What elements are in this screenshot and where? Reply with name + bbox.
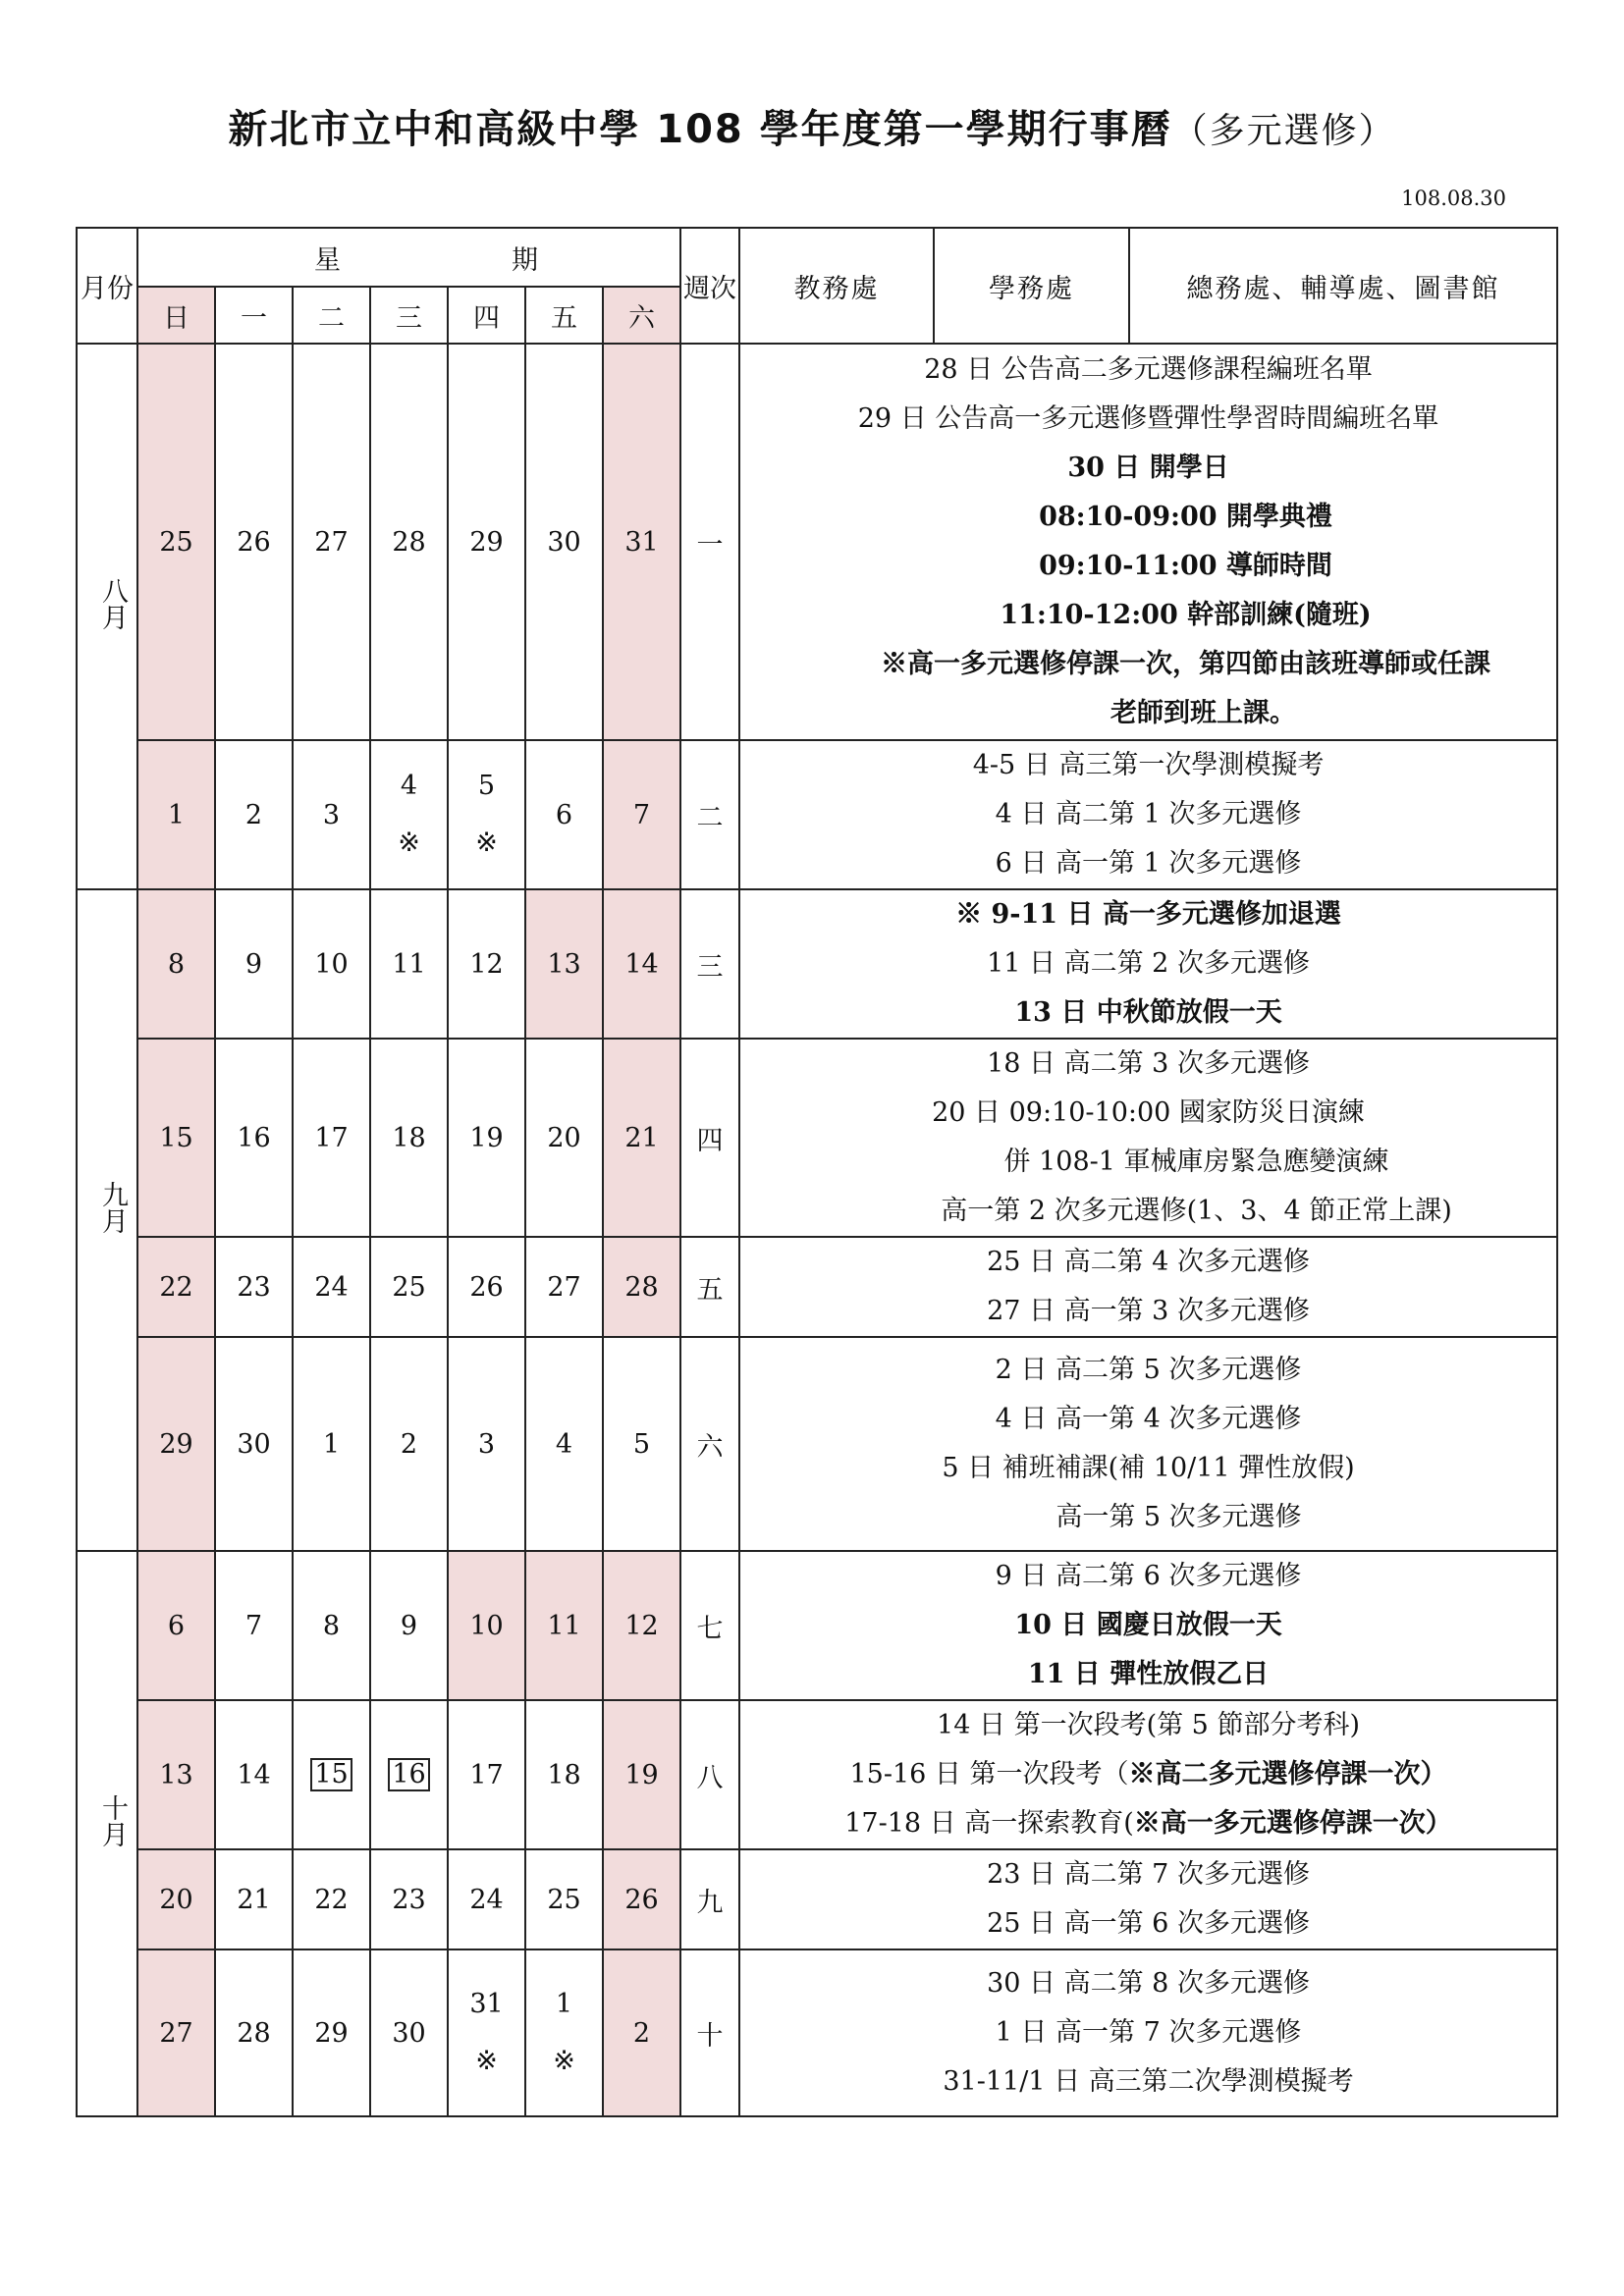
events-cell <box>739 1237 1557 1337</box>
day-cell: 25 <box>370 1237 448 1337</box>
day-cell: 17 <box>293 1039 370 1237</box>
event-line: 5 日 補班補課(補 10/11 彈性放假) <box>942 1453 1355 1483</box>
day-header-tue: 二 <box>293 287 370 344</box>
event-line: 30 日 開學日 <box>1067 453 1229 483</box>
event-line: 15-16 日 第一次段考（※高二多元選修停課一次） <box>849 1759 1447 1789</box>
day-cell: 14 <box>215 1700 293 1849</box>
reference-mark: ※ <box>398 828 420 858</box>
day-cell-marked: 1 ※ <box>525 1949 603 2116</box>
day-cell: 30 <box>370 1949 448 2116</box>
day-cell: 27 <box>293 344 370 740</box>
reference-mark: ※ <box>475 2046 498 2076</box>
week-row-9 <box>77 1849 1557 1949</box>
event-line: 31-11/1 日 高三第二次學測模擬考 <box>943 2066 1354 2097</box>
event-line: 25 日 高二第 4 次多元選修 <box>987 1247 1310 1277</box>
event-line: 30 日 高二第 8 次多元選修 <box>987 1968 1310 1999</box>
day-cell: 5 <box>603 1337 680 1551</box>
day-cell: 11 <box>370 889 448 1039</box>
week-row-6 <box>77 1337 1557 1551</box>
week-number: 五 <box>680 1237 739 1337</box>
day-cell: 30 <box>215 1337 293 1551</box>
day-header-sun: 日 <box>137 287 215 344</box>
event-line: 老師到班上課。 <box>1110 698 1297 728</box>
day-cell: 13 <box>525 889 603 1039</box>
event-line: 18 日 高二第 3 次多元選修 <box>987 1048 1310 1079</box>
day-cell: 26 <box>603 1849 680 1949</box>
event-line: 2 日 高二第 5 次多元選修 <box>995 1355 1302 1385</box>
day-cell: 22 <box>293 1849 370 1949</box>
title-subtitle: （多元選修） <box>1171 111 1396 151</box>
event-line: 23 日 高二第 7 次多元選修 <box>987 1859 1310 1890</box>
weekday-header-right: 期 <box>370 228 680 287</box>
day-cell: 12 <box>603 1551 680 1700</box>
exam-day-box: 16 <box>388 1758 429 1791</box>
day-cell: 29 <box>137 1337 215 1551</box>
day-cell: 20 <box>525 1039 603 1237</box>
day-cell: 13 <box>137 1700 215 1849</box>
week-row-5 <box>77 1237 1557 1337</box>
event-line: 29 日 公告高一多元選修暨彈性學習時間編班名單 <box>857 403 1439 434</box>
day-cell: 22 <box>137 1237 215 1337</box>
day-cell: 19 <box>448 1039 525 1237</box>
day-cell: 7 <box>603 740 680 889</box>
calendar-table <box>76 227 1558 2117</box>
day-cell: 21 <box>215 1849 293 1949</box>
day-cell: 26 <box>215 344 293 740</box>
day-cell: 15 <box>137 1039 215 1237</box>
day-header-thu: 四 <box>448 287 525 344</box>
event-line: 高一第 2 次多元選修(1、3、4 節正常上課) <box>941 1196 1452 1226</box>
week-header: 週次 <box>680 228 739 344</box>
event-line: 11 日 高二第 2 次多元選修 <box>987 948 1310 979</box>
day-cell: 28 <box>370 344 448 740</box>
event-line: 併 108-1 軍械庫房緊急應變演練 <box>1003 1147 1389 1177</box>
weekday-header-left: 星 <box>137 228 370 287</box>
day-cell: 9 <box>370 1551 448 1700</box>
week-row-4 <box>77 1039 1557 1237</box>
day-cell: 25 <box>137 344 215 740</box>
day-cell: 4 <box>525 1337 603 1551</box>
week-number: 六 <box>680 1337 739 1551</box>
day-cell: 24 <box>448 1849 525 1949</box>
week-row-10 <box>77 1949 1557 2116</box>
week-number: 九 <box>680 1849 739 1949</box>
event-line: ※高一多元選修停課一次，第四節由該班導師或任課 <box>881 649 1491 679</box>
day-cell: 23 <box>370 1849 448 1949</box>
event-line: 09:10-11:00 導師時間 <box>1039 551 1332 581</box>
event-line: ※ 9-11 日 高一多元選修加退選 <box>955 899 1341 930</box>
event-line: 13 日 中秋節放假一天 <box>1014 997 1282 1028</box>
month-label-sep: 九月 <box>77 889 137 1551</box>
week-row-3 <box>77 889 1557 1039</box>
event-line: 1 日 高一第 7 次多元選修 <box>995 2017 1302 2048</box>
event-line: 4 日 高二第 1 次多元選修 <box>995 799 1302 829</box>
week-number: 十 <box>680 1949 739 2116</box>
events-cell <box>739 1551 1557 1700</box>
events-cell <box>739 1849 1557 1949</box>
week-row-8 <box>77 1700 1557 1849</box>
event-line: 20 日 09:10-10:00 國家防災日演練 <box>932 1097 1365 1128</box>
event-line: 9 日 高二第 6 次多元選修 <box>995 1561 1302 1591</box>
day-cell: 1 <box>137 740 215 889</box>
event-line: 25 日 高一第 6 次多元選修 <box>987 1908 1310 1939</box>
day-cell: 26 <box>448 1237 525 1337</box>
header-row-1 <box>77 228 1557 287</box>
week-row-2 <box>77 740 1557 889</box>
day-cell: 8 <box>137 889 215 1039</box>
day-cell: 28 <box>215 1949 293 2116</box>
day-cell: 2 <box>215 740 293 889</box>
week-number: 三 <box>680 889 739 1039</box>
day-cell: 19 <box>603 1700 680 1849</box>
day-cell-exam <box>293 1700 370 1849</box>
day-cell: 9 <box>215 889 293 1039</box>
day-cell: 29 <box>293 1949 370 2116</box>
day-cell: 12 <box>448 889 525 1039</box>
student-affairs-header: 學務處 <box>934 228 1129 344</box>
day-cell: 3 <box>293 740 370 889</box>
day-cell: 30 <box>525 344 603 740</box>
event-line: 11:10-12:00 幹部訓練(隨班) <box>1000 600 1372 630</box>
event-line: 4-5 日 高三第一次學測模擬考 <box>972 750 1325 780</box>
day-cell: 23 <box>215 1237 293 1337</box>
day-cell: 27 <box>137 1949 215 2116</box>
event-line: 08:10-09:00 開學典禮 <box>1039 502 1332 532</box>
academic-affairs-header: 教務處 <box>739 228 934 344</box>
day-cell: 18 <box>370 1039 448 1237</box>
month-label-oct: 十月 <box>77 1551 137 2116</box>
event-line: 27 日 高一第 3 次多元選修 <box>987 1296 1310 1326</box>
page-title <box>0 98 1624 154</box>
event-line: 17-18 日 高一探索教育(※高一多元選修停課一次） <box>844 1808 1452 1839</box>
reference-mark: ※ <box>475 828 498 858</box>
event-line: 6 日 高一第 1 次多元選修 <box>995 848 1302 879</box>
day-cell: 14 <box>603 889 680 1039</box>
day-cell-marked: 5 ※ <box>448 740 525 889</box>
day-cell: 27 <box>525 1237 603 1337</box>
events-cell <box>739 344 1557 740</box>
week-number: 一 <box>680 344 739 740</box>
event-line: 28 日 公告高二多元選修課程編班名單 <box>924 354 1373 385</box>
week-row-7 <box>77 1551 1557 1700</box>
day-header-wed: 三 <box>370 287 448 344</box>
day-header-sat: 六 <box>603 287 680 344</box>
events-cell <box>739 889 1557 1039</box>
day-cell: 21 <box>603 1039 680 1237</box>
day-cell: 6 <box>525 740 603 889</box>
title-main: 新北市立中和高級中學 108 學年度第一學期行事曆 <box>228 107 1172 152</box>
events-cell <box>739 1039 1557 1237</box>
week-number: 八 <box>680 1700 739 1849</box>
day-cell: 29 <box>448 344 525 740</box>
day-cell: 2 <box>370 1337 448 1551</box>
day-cell: 20 <box>137 1849 215 1949</box>
event-line: 14 日 第一次段考(第 5 節部分考科) <box>937 1710 1360 1740</box>
day-header-fri: 五 <box>525 287 603 344</box>
day-cell-exam <box>370 1700 448 1849</box>
events-cell <box>739 740 1557 889</box>
day-cell: 18 <box>525 1700 603 1849</box>
exam-day-box: 15 <box>310 1758 352 1791</box>
day-cell: 31 <box>603 344 680 740</box>
day-cell-marked: 4 ※ <box>370 740 448 889</box>
reference-mark: ※ <box>553 2046 575 2076</box>
week-number: 二 <box>680 740 739 889</box>
day-cell: 17 <box>448 1700 525 1849</box>
event-line: 4 日 高一第 4 次多元選修 <box>995 1404 1302 1434</box>
events-cell <box>739 1949 1557 2116</box>
event-line: 10 日 國慶日放假一天 <box>1014 1610 1282 1640</box>
day-header-mon: 一 <box>215 287 293 344</box>
general-affairs-header: 總務處、輔導處、圖書館 <box>1129 228 1557 344</box>
month-header: 月份 <box>77 228 137 344</box>
week-number: 七 <box>680 1551 739 1700</box>
week-row-1 <box>77 344 1557 740</box>
day-cell: 16 <box>215 1039 293 1237</box>
day-cell: 11 <box>525 1551 603 1700</box>
day-cell: 1 <box>293 1337 370 1551</box>
document-date: 108.08.30 <box>1401 187 1506 210</box>
day-cell: 28 <box>603 1237 680 1337</box>
events-cell <box>739 1700 1557 1849</box>
event-line: 11 日 彈性放假乙日 <box>1027 1659 1270 1689</box>
day-cell: 25 <box>525 1849 603 1949</box>
month-label-aug: 八月 <box>77 344 137 889</box>
events-cell <box>739 1337 1557 1551</box>
day-cell: 7 <box>215 1551 293 1700</box>
day-cell: 2 <box>603 1949 680 2116</box>
day-cell: 8 <box>293 1551 370 1700</box>
day-cell: 3 <box>448 1337 525 1551</box>
event-line: 高一第 5 次多元選修 <box>1056 1502 1302 1532</box>
day-cell: 10 <box>448 1551 525 1700</box>
day-cell-marked: 31 ※ <box>448 1949 525 2116</box>
day-cell: 10 <box>293 889 370 1039</box>
day-cell: 6 <box>137 1551 215 1700</box>
day-cell: 24 <box>293 1237 370 1337</box>
week-number: 四 <box>680 1039 739 1237</box>
